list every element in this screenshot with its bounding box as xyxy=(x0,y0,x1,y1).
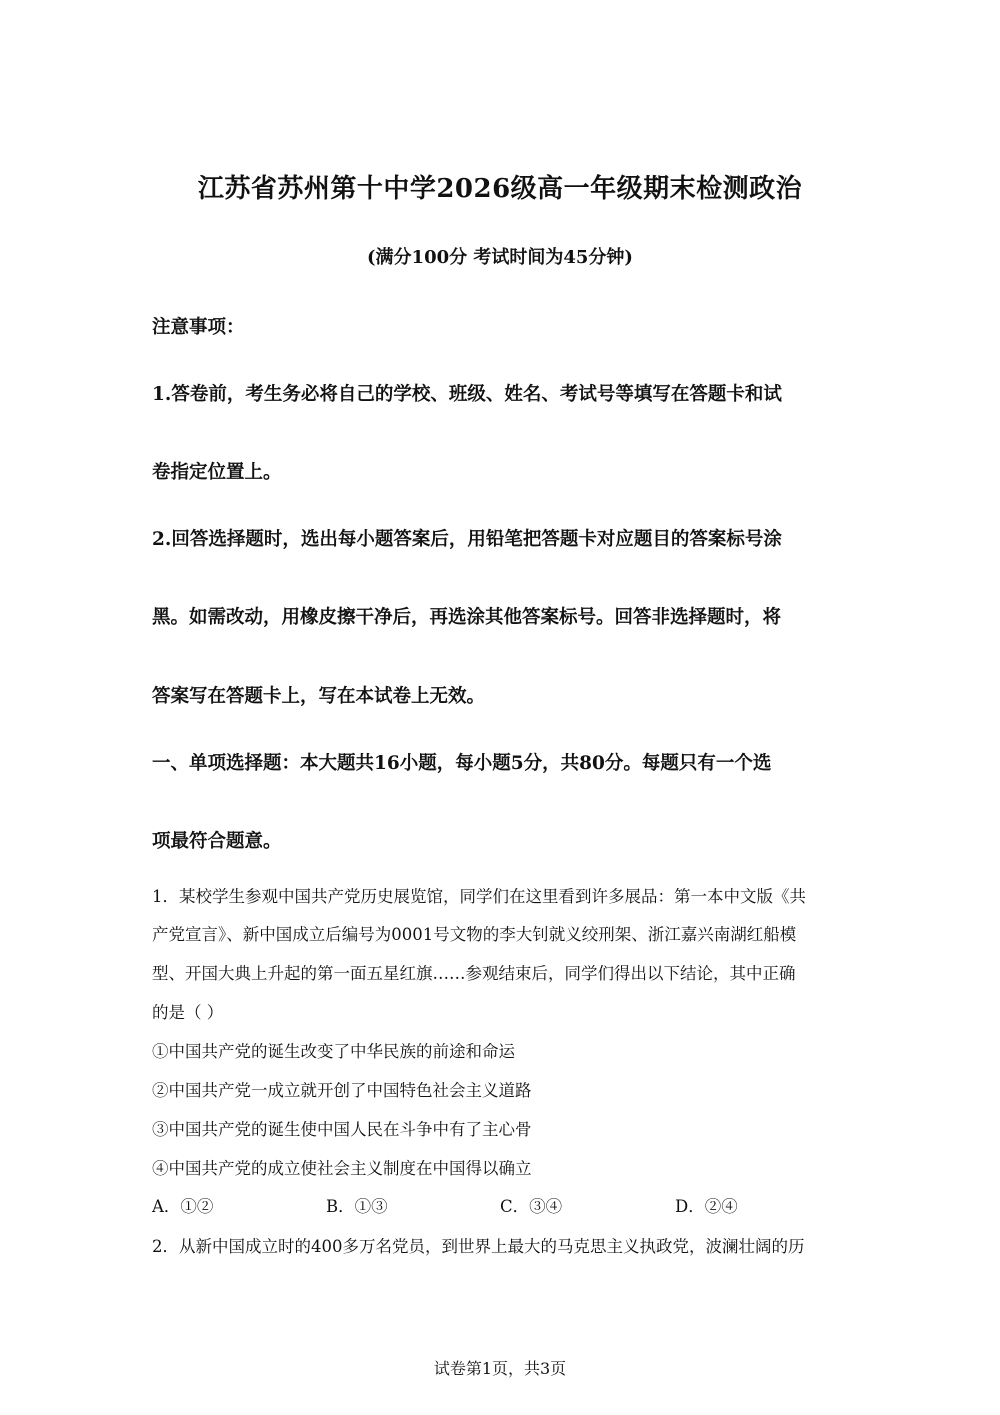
question-1-stem-line-2: 产党宣言》、新中国成立后编号为0001号文物的李大钊就义绞刑架、浙江嘉兴南湖红船模 xyxy=(152,925,797,944)
notice-item-2-line-3: 答案写在答题卡上，写在本试卷上无效。 xyxy=(152,686,486,707)
notice-item-1-line-2: 卷指定位置上。 xyxy=(152,462,282,483)
notice-heading: 注意事项： xyxy=(152,317,245,338)
question-2-stem-line-1: 2．从新中国成立时的400多万名党员，到世界上最大的马克思主义执政党，波澜壮阔的历 xyxy=(152,1237,805,1256)
notice-item-1-line-1: 1.答卷前，考生务必将自己的学校、班级、姓名、考试号等填写在答题卡和试 xyxy=(152,384,782,405)
question-1-statement-1: ①中国共产党的诞生改变了中华民族的前途和命运 xyxy=(152,1042,515,1061)
notice-item-2-line-1: 2.回答选择题时，选出每小题答案后，用铅笔把答题卡对应题目的答案标号涂 xyxy=(152,529,782,550)
question-1-stem-line-1: 1．某校学生参观中国共产党历史展览馆，同学们在这里看到许多展品：第一本中文版《共 xyxy=(152,887,806,906)
page-footer: 试卷第1页，共3页 xyxy=(433,1359,567,1378)
option-a: A．①② xyxy=(152,1197,214,1216)
option-b: B．①③ xyxy=(326,1197,388,1216)
option-c: C．③④ xyxy=(500,1197,563,1216)
option-d: D．②④ xyxy=(675,1197,738,1216)
section-heading-line-1: 一、单项选择题：本大题共16小题，每小题5分，共80分。每题只有一个选 xyxy=(152,753,772,774)
question-1-options xyxy=(152,1193,852,1217)
question-1-stem-line-4: 的是（ ） xyxy=(152,1003,224,1022)
exam-title: 江苏省苏州第十中学2026级高一年级期末检测政治 xyxy=(197,174,803,204)
exam-subtitle: (满分100分 考试时间为45分钟) xyxy=(367,247,633,268)
section-heading-line-2: 项最符合题意。 xyxy=(152,831,282,852)
question-1-statement-2: ②中国共产党一成立就开创了中国特色社会主义道路 xyxy=(152,1081,532,1100)
question-1-statement-3: ③中国共产党的诞生使中国人民在斗争中有了主心骨 xyxy=(152,1120,532,1139)
question-1-statement-4: ④中国共产党的成立使社会主义制度在中国得以确立 xyxy=(152,1159,532,1178)
notice-item-2-line-2: 黑。如需改动，用橡皮擦干净后，再选涂其他答案标号。回答非选择题时，将 xyxy=(152,607,782,628)
question-1-stem-line-3: 型、开国大典上升起的第一面五星红旗……参观结束后，同学们得出以下结论，其中正确 xyxy=(152,964,796,983)
